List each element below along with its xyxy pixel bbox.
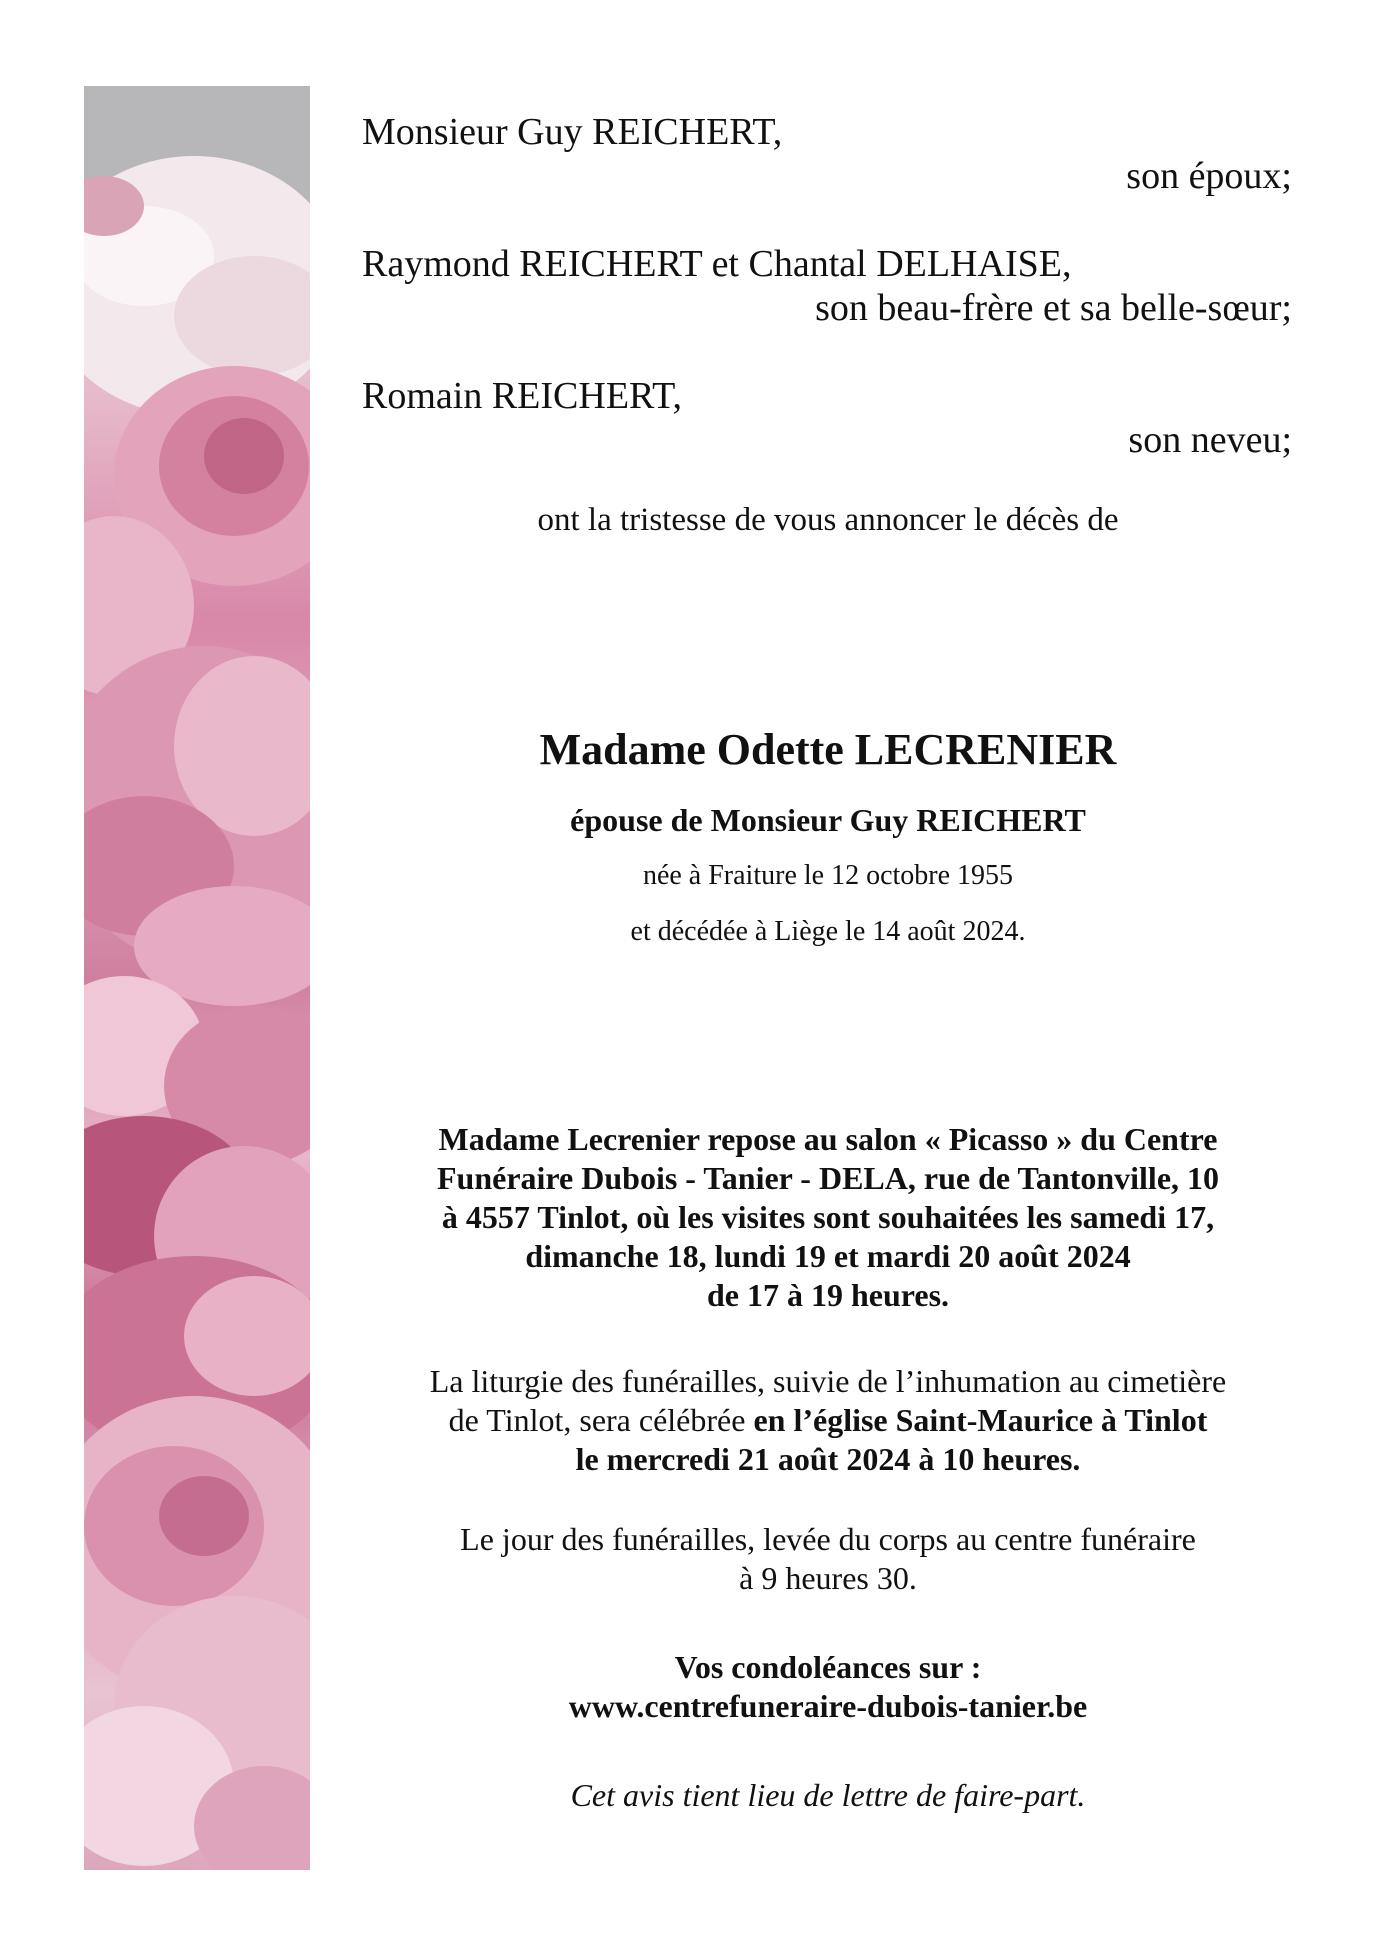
- family-member-relation: son beau-frère et sa belle-sœur;: [815, 287, 1292, 329]
- levee-line: à 9 heures 30.: [739, 1560, 917, 1596]
- visitation-line: Madame Lecrenier repose au salon « Picasso » du Centre: [438, 1121, 1218, 1157]
- levee-line: Le jour des funérailles, levée du corps au centre funéraire: [460, 1521, 1196, 1557]
- family-member-relation: son époux;: [1126, 155, 1292, 197]
- family-member-name: Romain REICHERT,: [362, 375, 682, 417]
- deceased-spouse: épouse de Monsieur Guy REICHERT: [570, 802, 1086, 838]
- deceased-birth: née à Fraiture le 12 octobre 1955: [642, 860, 1014, 891]
- liturgy-line-regular: de Tinlot, sera célébrée: [448, 1402, 754, 1438]
- levee-paragraph: [356, 1520, 1300, 1598]
- family-member-2: [362, 242, 1292, 330]
- liturgy-church: en l’église Saint-Maurice à Tinlot: [753, 1402, 1208, 1438]
- condolences-label: Vos condoléances sur :: [674, 1649, 982, 1685]
- visitation-line: à 4557 Tinlot, où les visites sont souhaitées les samedi 17,: [441, 1199, 1215, 1235]
- liturgy-line: [356, 1401, 1300, 1440]
- family-member-name: Raymond REICHERT et Chantal DELHAISE,: [362, 243, 1072, 285]
- liturgy-date: le mercredi 21 août 2024 à 10 heures.: [575, 1441, 1081, 1477]
- liturgy-line: La liturgie des funérailles, suivie de l’inhumation au cimetière: [429, 1363, 1227, 1399]
- condolences-url[interactable]: www.centrefuneraire-dubois-tanier.be: [568, 1688, 1088, 1724]
- visitation-paragraph: [356, 1120, 1300, 1315]
- deceased-death: et décédée à Liège le 14 août 2024.: [630, 916, 1026, 947]
- liturgy-paragraph: [356, 1362, 1300, 1479]
- family-member-relation: son neveu;: [1128, 419, 1292, 461]
- closing-note: Cet avis tient lieu de lettre de faire-part.: [570, 1777, 1086, 1813]
- condolences-paragraph: [356, 1648, 1300, 1726]
- visitation-line: Funéraire Dubois - Tanier - DELA, rue de Tantonville, 10: [436, 1160, 1220, 1196]
- visitation-line: de 17 à 19 heures.: [706, 1277, 950, 1313]
- family-member-3: [362, 374, 1292, 462]
- deceased-name: Madame Odette LECRENIER: [539, 725, 1117, 774]
- family-member-name: Monsieur Guy REICHERT,: [362, 111, 783, 153]
- announcement-text: ont la tristesse de vous annoncer le décès de: [537, 502, 1119, 538]
- visitation-line: dimanche 18, lundi 19 et mardi 20 août 2024: [525, 1238, 1131, 1274]
- family-member-1: [362, 110, 1292, 198]
- peony-flowers-image: [84, 86, 310, 1870]
